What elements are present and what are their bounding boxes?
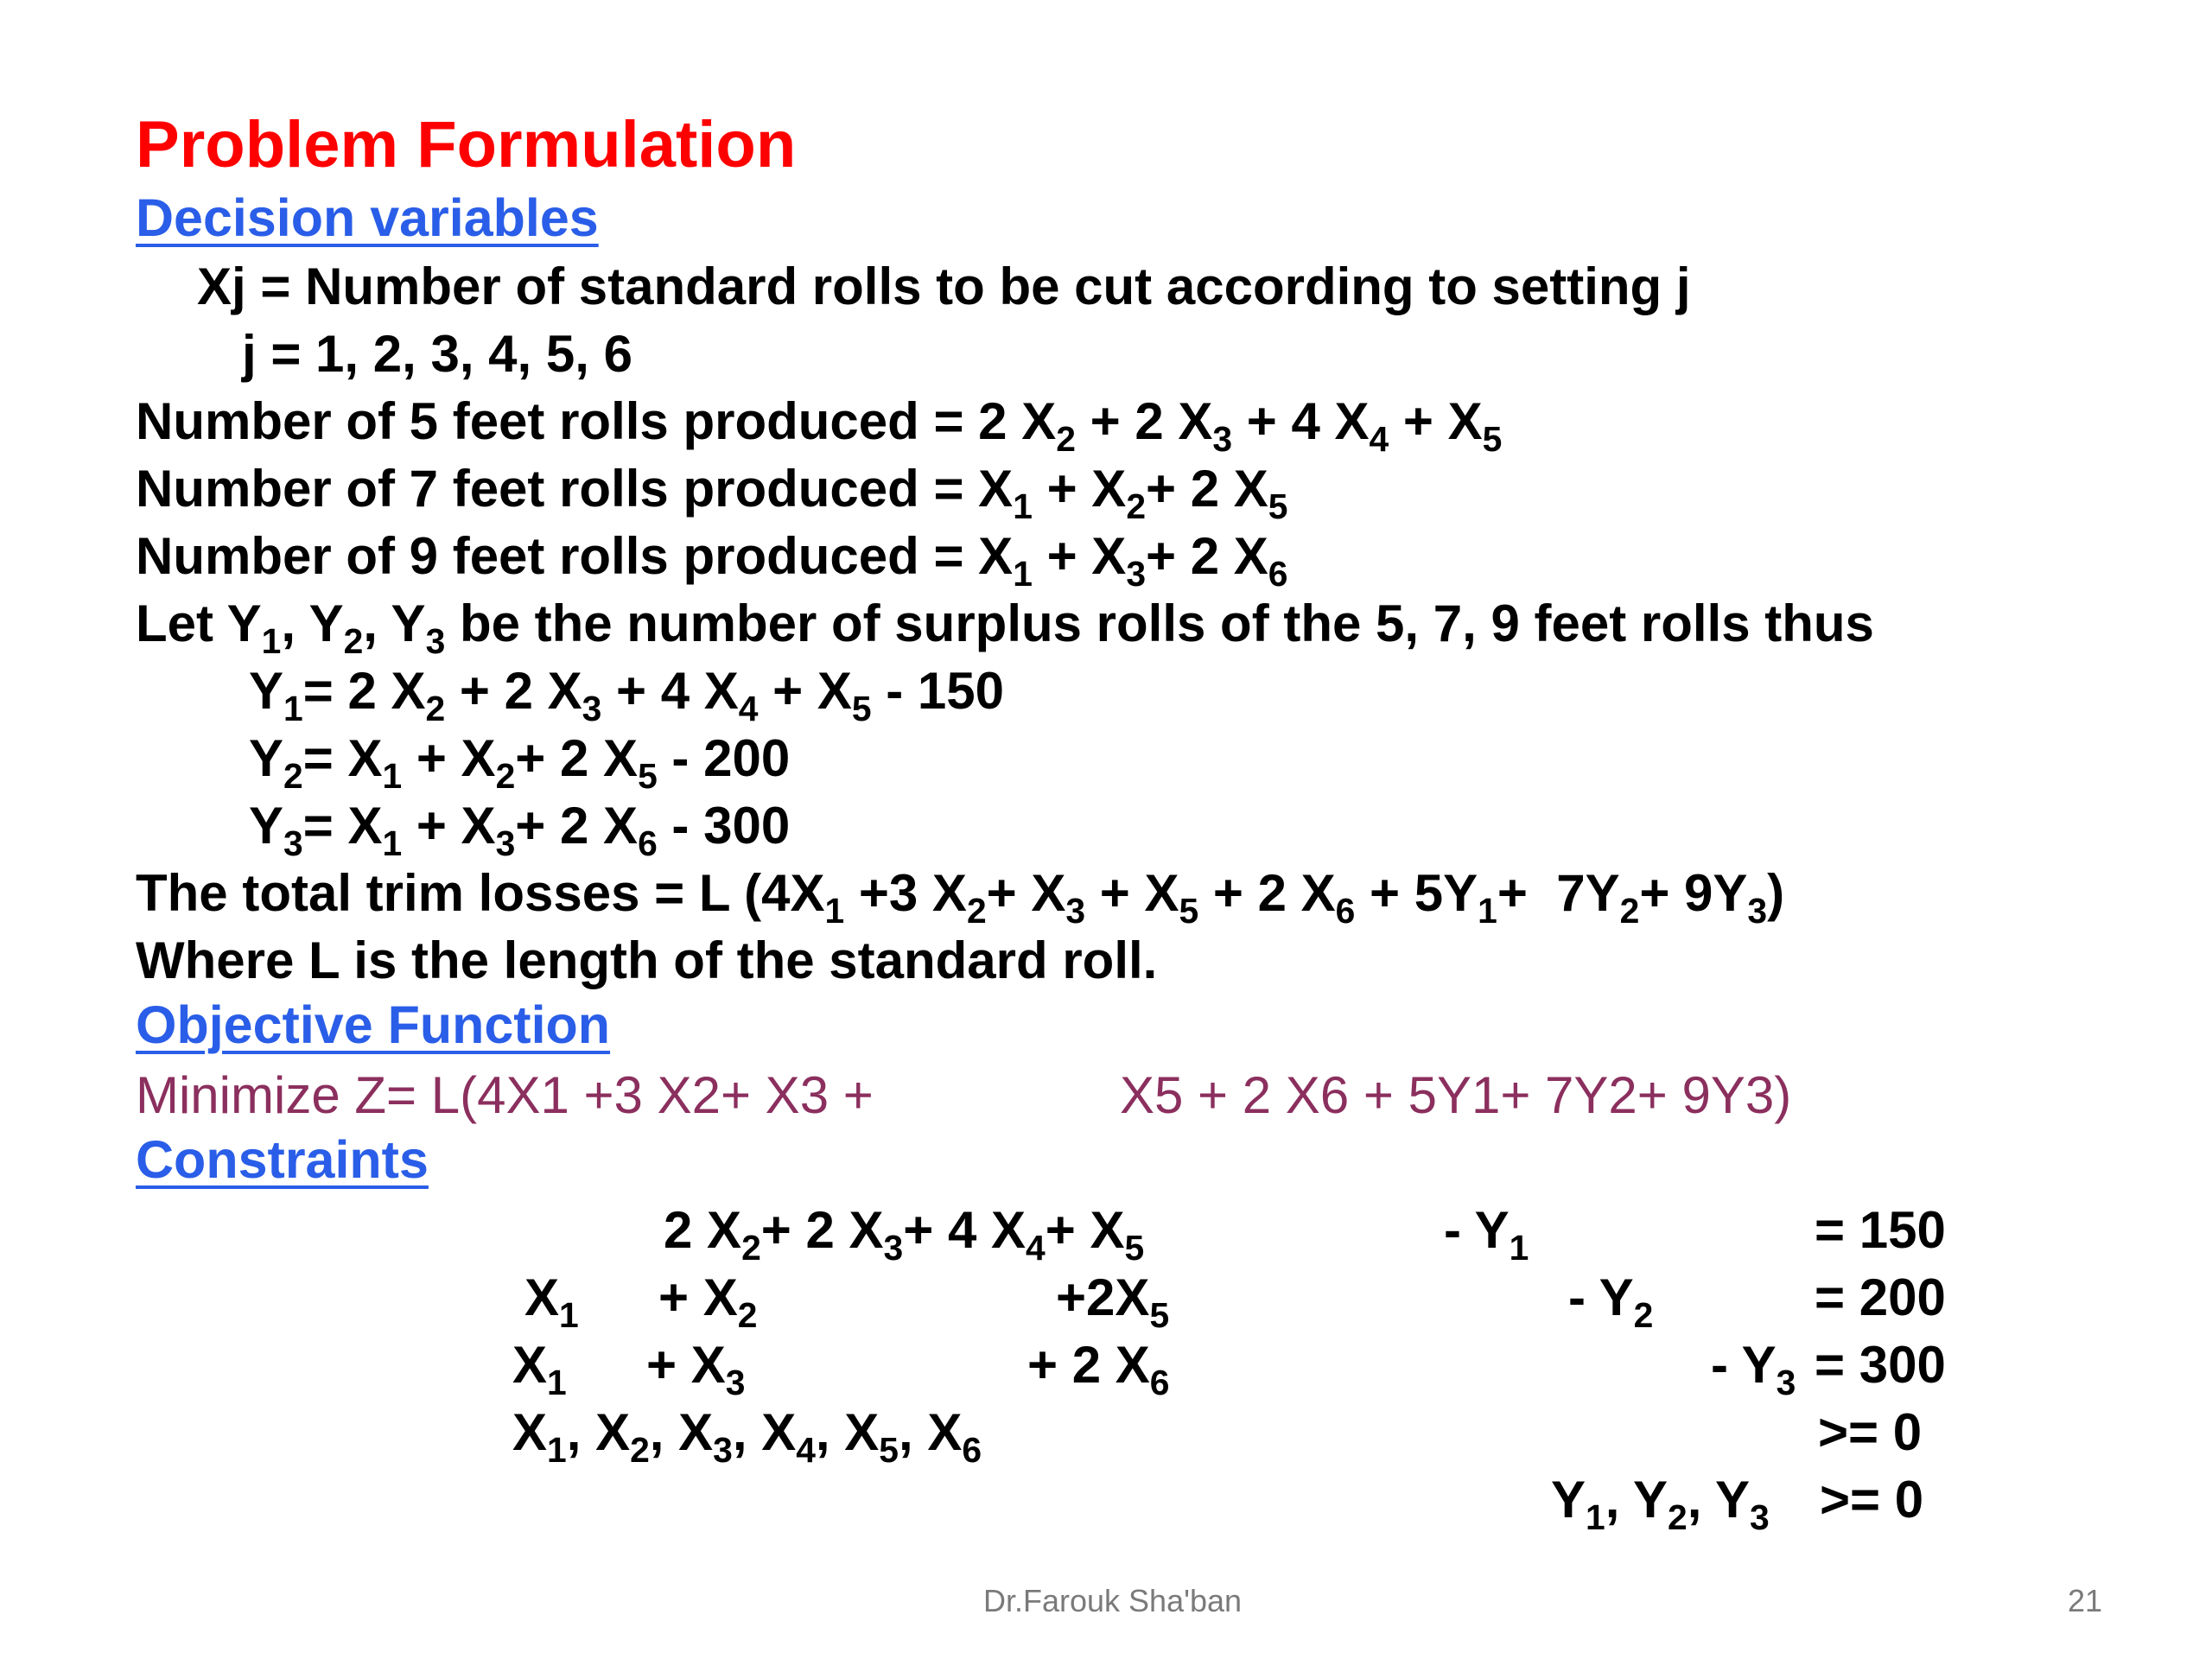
nonneg-x-vars: $X_1$, $X_2$, $X_3$, $X_4$, $X_5$, $X_6$ xyxy=(512,1403,982,1470)
rolls-9ft: Number of 9 feet rolls produced = $X_1 + X_3+ 2$ $X_6$ xyxy=(136,527,1288,594)
constraint3-rhs: = 300 xyxy=(1815,1336,1946,1394)
where-l-statement: Where L is the length of the standard roll. xyxy=(136,931,1158,989)
footer-author: Dr.Farouk Sha'ban xyxy=(983,1583,1243,1618)
constraint2-y-term: - $Y_2$ xyxy=(1568,1268,1654,1335)
constraint1-rhs: = 150 xyxy=(1815,1201,1946,1259)
page-number: 21 xyxy=(2068,1583,2103,1618)
constraint3-y-term: - $Y_3$ xyxy=(1711,1336,1796,1402)
trim-losses: The total trim losses = L ($4X_1 +3$ $X_2+ X_3 + X_5 + 2$ $X_6 + 5Y_1+ 7Y_2+ 9Y_3$) xyxy=(136,864,1785,931)
heading-decision-variables: Decision variables xyxy=(136,188,599,247)
page-title: Problem Formulation xyxy=(136,108,797,181)
constraint2-rhs: = 200 xyxy=(1815,1268,1946,1326)
constraint3-x1: $X_1$ xyxy=(512,1336,567,1402)
constraint3-x3: + $X_3$ xyxy=(646,1336,746,1402)
objective-part1: Minimize Z= L(4X1 +3 X2+ X3 + xyxy=(136,1066,874,1124)
nonneg-y-vars: $Y_1$, $Y_2$, $Y_3$ xyxy=(1551,1471,1770,1537)
rolls-7ft: Number of 7 feet rolls produced = $X_1 + X_2+ 2$ $X_5$ xyxy=(136,460,1288,526)
y2-equation: $Y_2= X_1 + X_2+ 2$ $X_5 - 200$ xyxy=(249,729,791,796)
objective-part2: X5 + 2 X6 + 5Y1+ 7Y2+ 9Y3) xyxy=(1120,1066,1792,1124)
constraint1-x-terms: 2 $X_2+ 2$ $X_3+ 4$ $X_4+ X_5$ xyxy=(664,1201,1145,1268)
xj-definition: Xj = Number of standard rolls to be cut according to setting j xyxy=(197,257,1691,315)
constraint2-x2: + $X_2$ xyxy=(658,1268,758,1335)
y3-equation: $Y_3= X_1 + X_3+ 2$ $X_6 - 300$ xyxy=(249,797,791,863)
constraint2-x5: $+2X_5$ xyxy=(1056,1268,1170,1335)
rolls-5ft: Number of 5 feet rolls produced = 2 $X_2 + 2$ $X_3 + 4$ $X_4 + X_5$ xyxy=(136,392,1503,459)
constraint2-x1: $X_1$ xyxy=(524,1268,579,1335)
heading-objective-function: Objective Function xyxy=(136,995,611,1054)
y1-equation: $Y_1= 2$ $X_2 + 2$ $X_3 + 4$ $X_4 + X_5 - 150$ xyxy=(249,662,1005,728)
constraint3-x6: + 2 $X_6$ xyxy=(1027,1336,1170,1402)
surplus-definition: Let $Y_1$, $Y_2$, $Y_3$ be the number of surplus rolls of the 5, 7, 9 feet rolls thus xyxy=(136,594,1874,661)
heading-constraints: Constraints xyxy=(136,1130,429,1189)
j-range: j = 1, 2, 3, 4, 5, 6 xyxy=(242,325,632,383)
constraint1-y-term: - $Y_1$ xyxy=(1444,1201,1529,1268)
nonneg-x-rhs: >= 0 xyxy=(1818,1403,1923,1461)
nonneg-y-rhs: >= 0 xyxy=(1820,1471,1924,1529)
